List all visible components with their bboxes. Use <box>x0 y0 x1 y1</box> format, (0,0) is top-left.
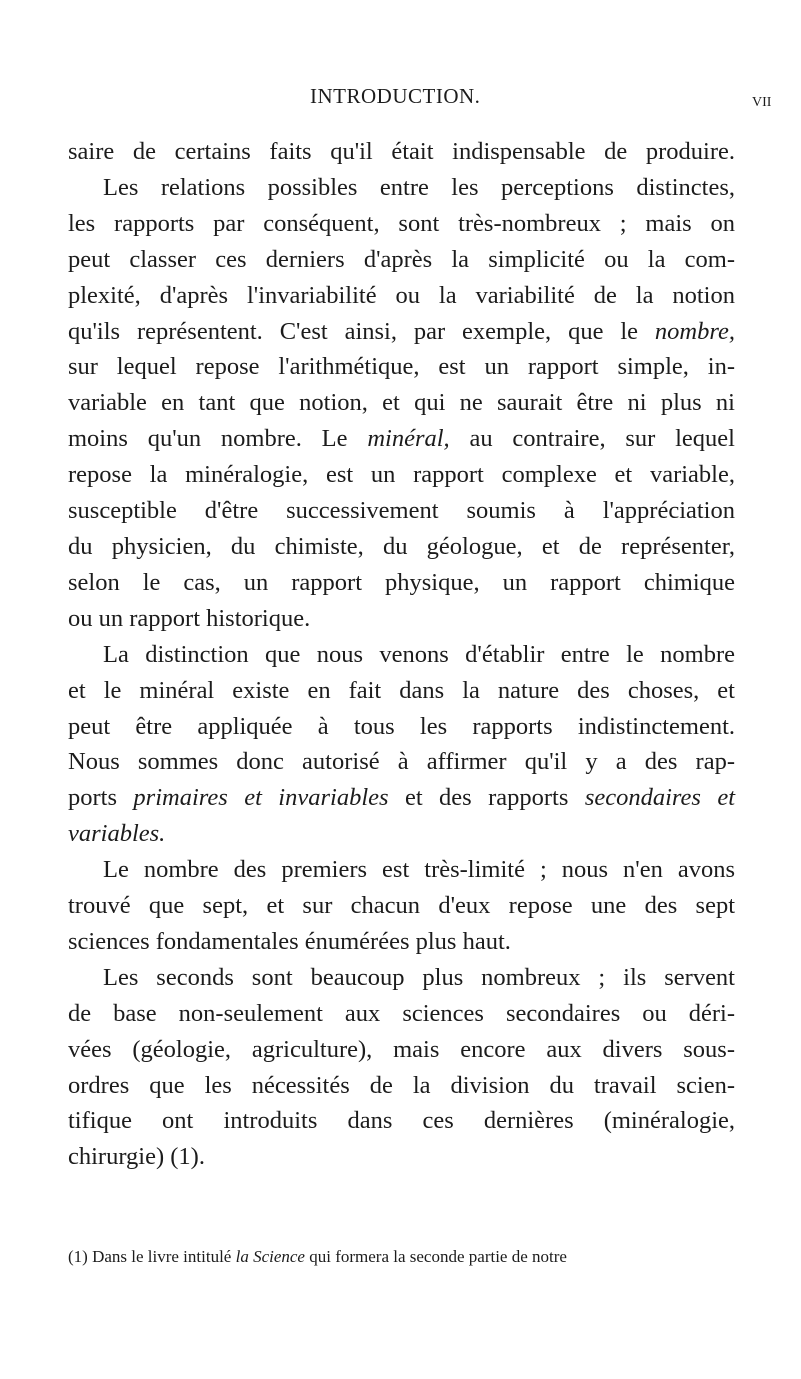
text-line: Le nombre des premiers est très-limité ; nous n'en avons <box>103 856 735 884</box>
text-line: La distinction que nous venons d'établir entre le nombre <box>103 640 735 668</box>
italic-term: secondaires et <box>584 784 736 812</box>
text-line: peut classer ces derniers d'après la simplicité ou la com- <box>68 245 735 273</box>
text-line: tifique ont introduits dans ces dernières (minéralogie, <box>68 1107 735 1135</box>
text-line: Nous sommes donc autorisé à affirmer qu'il y a des rap- <box>68 748 735 776</box>
text-line: Les seconds sont beaucoup plus nombreux ; ils servent <box>103 963 735 991</box>
text-line: selon le cas, un rapport physique, un rapport chimique <box>68 568 735 596</box>
text-line: repose la minéralogie, est un rapport complexe et variable, <box>68 461 735 489</box>
text-line: variable en tant que notion, et qui ne saurait être ni plus ni <box>68 389 735 417</box>
text-line: chirurgie) (1). <box>68 1143 205 1171</box>
text-line: Les relations possibles entre les perceptions distinctes, <box>103 173 735 201</box>
text-line <box>68 816 735 852</box>
text-line: vées (géologie, agriculture), mais encore aux divers sous- <box>68 1035 735 1063</box>
text-line: peut être appliquée à tous les rapports indistinctement. <box>68 712 735 740</box>
text-line: et le minéral existe en fait dans la nature des choses, et <box>68 676 735 704</box>
footnote-book-title: la Science <box>235 1247 305 1266</box>
italic-term: primaires et invariables <box>133 784 389 812</box>
text-line: saire de certains faits qu'il était indispensable de produire. <box>68 138 735 165</box>
text-line: trouvé que sept, et sur chacun d'eux repose une des sept <box>68 892 735 920</box>
text-line: les rapports par conséquent, sont très-nombreux ; mais on <box>68 209 735 237</box>
text-line: moins qu'un nombre. Le minéral, au contraire, sur lequel <box>68 425 735 453</box>
text-line: plexité, d'après l'invariabilité ou la variabilité de la notion <box>68 281 735 309</box>
text-line: qu'ils représentent. C'est ainsi, par exemple, que le nombre, <box>68 317 735 345</box>
text-line: de base non-seulement aux sciences secondaires ou déri- <box>68 999 735 1027</box>
text-line: ou un rapport historique. <box>68 604 311 632</box>
text-line: sciences fondamentales énumérées plus haut. <box>68 927 511 955</box>
italic-term: minéral, <box>367 425 450 453</box>
text-line: ordres que les nécessités de la division du travail scien- <box>68 1071 735 1099</box>
running-title: INTRODUCTION. <box>310 84 481 108</box>
italic-term: nombre, <box>654 317 735 345</box>
text-line: du physicien, du chimiste, du géologue, et de représenter, <box>68 532 735 560</box>
body-text <box>68 134 735 1175</box>
text-line: ports primaires et invariables et des rapports secondaires et <box>68 784 736 812</box>
italic-term: variables. <box>68 820 166 848</box>
page-number: VII <box>752 95 772 110</box>
text-line: sur lequel repose l'arithmétique, est un rapport simple, in- <box>68 353 735 381</box>
footnote: (1) Dans le livre intitulé la Science qui formera la seconde partie de notre <box>68 1247 567 1266</box>
text-line: susceptible d'être successivement soumis à l'appréciation <box>68 497 735 525</box>
